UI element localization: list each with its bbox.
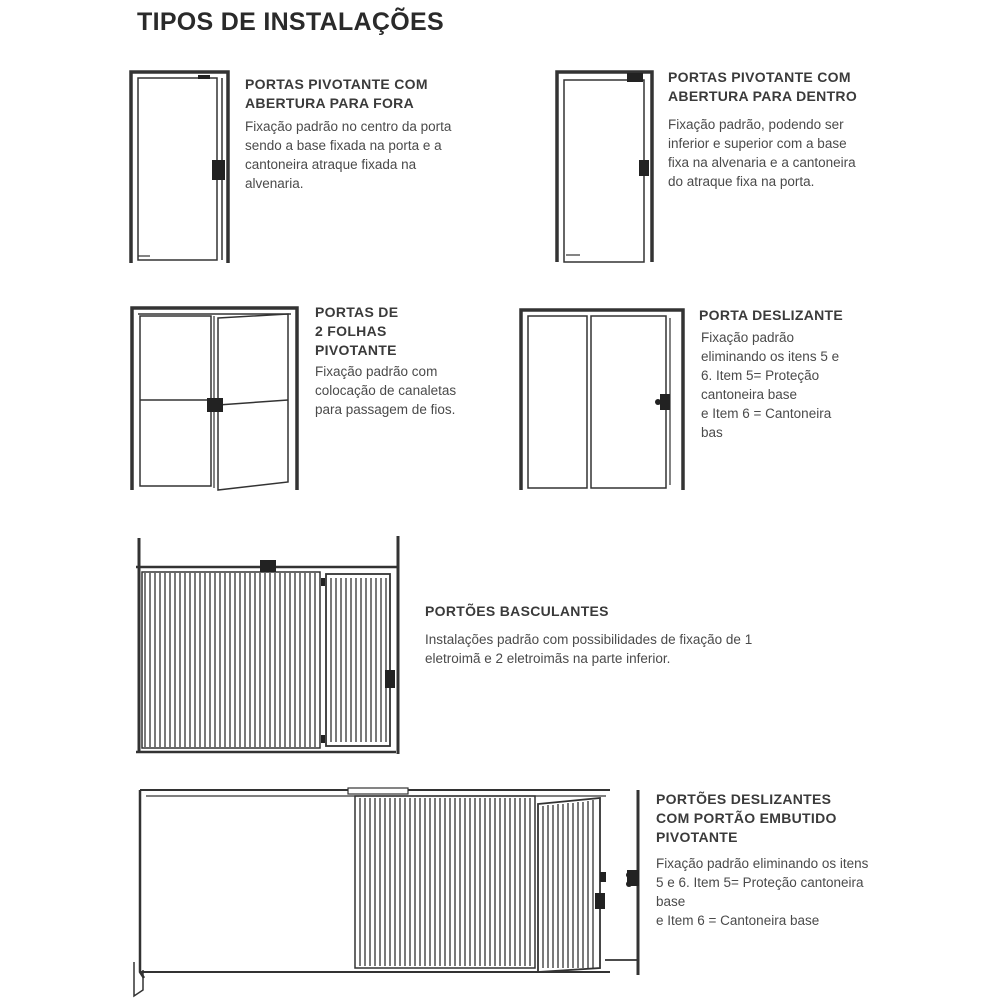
- item-description-pivot-inward: Fixação padrão, podendo ser inferior e superior com a base fixa na alvenaria e a cantoneira do atraque fixa na porta.: [668, 117, 856, 189]
- double-leaf-pivot-door-illustration: [132, 308, 297, 490]
- item-title-sliding-gate-pivot: PORTÕES DESLIZANTES COM PORTÃO EMBUTIDO PIVOTANTE: [656, 791, 837, 845]
- sliding-gate-pivot-illustration: [134, 788, 639, 996]
- item-title-pivot-outward: PORTAS PIVOTANTE COM ABERTURA PARA FORA: [245, 76, 428, 111]
- tilting-gate-illustration: [136, 536, 398, 754]
- pivot-door-outward-illustration: [131, 72, 228, 263]
- item-description-double-leaf: Fixação padrão com colocação de canaletas para passagem de fios.: [315, 364, 457, 417]
- item-description-pivot-outward: Fixação padrão no centro da porta sendo a base fixada na porta e a cantoneira atraque fixada na alvenaria.: [245, 119, 452, 191]
- item-description-sliding-door: Fixação padrão eliminando os itens 5 e 6. Item 5= Proteção cantoneira base e Item 6 = Cantoneira bas: [701, 330, 840, 440]
- item-title-tilting-gate: PORTÕES BASCULANTES: [425, 603, 609, 619]
- sliding-door-illustration: [521, 310, 683, 490]
- item-title-pivot-inward: PORTAS PIVOTANTE COM ABERTURA PARA DENTRO: [668, 69, 858, 104]
- pivot-door-inward-illustration: [557, 72, 652, 262]
- item-description-sliding-gate-pivot: Fixação padrão eliminando os itens 5 e 6. Item 5= Proteção cantoneira base e Item 6 = Cantoneira base: [656, 856, 869, 928]
- item-title-double-leaf: PORTAS DE 2 FOLHAS PIVOTANTE: [315, 304, 399, 358]
- page-title: TIPOS DE INSTALAÇÕES: [137, 8, 444, 36]
- item-title-sliding-door: PORTA DESLIZANTE: [699, 307, 844, 323]
- item-description-tilting-gate: Instalações padrão com possibilidades de fixação de 1 eletroimã e 2 eletroimãs na parte inferior.: [425, 632, 753, 666]
